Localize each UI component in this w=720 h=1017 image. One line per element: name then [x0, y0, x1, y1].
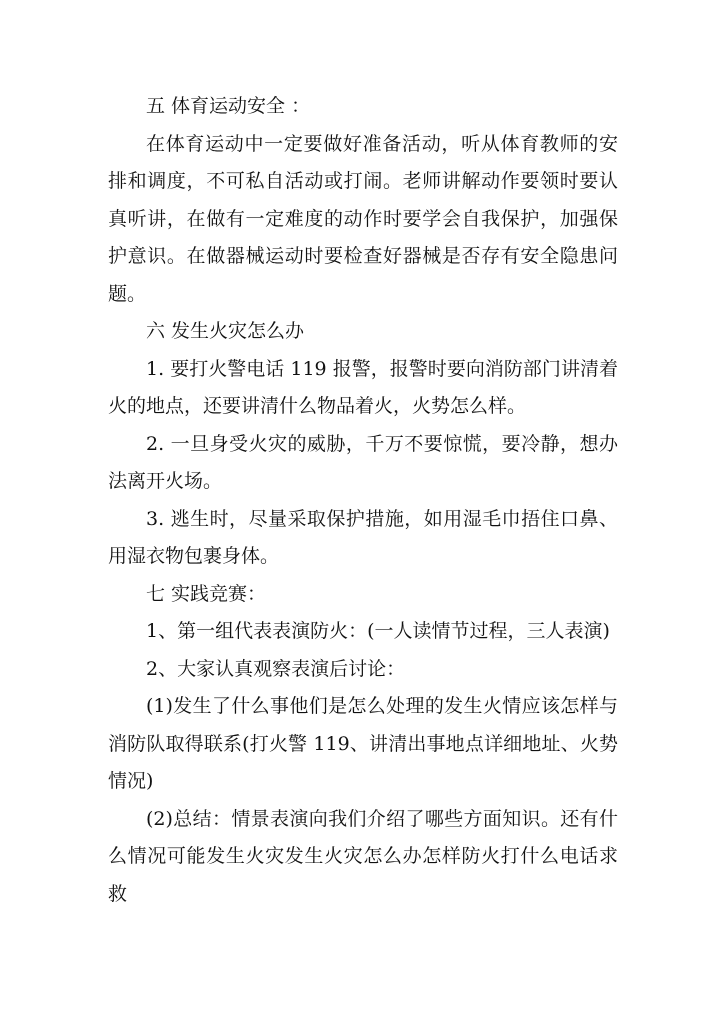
- section-heading-practice: 七 实践竞赛：: [146, 582, 267, 605]
- document-body: [108, 88, 618, 913]
- paragraph-practice-1: 1、第一组代表表演防火：(一人读情节过程，三人表演): [146, 620, 610, 642]
- paragraph-sports-safety: 在体育运动中一定要做好准备活动，听从体育教师的安排和调度，不可私自活动或打闹。老师讲解动作要领时要认真听讲，在做有一定难度的动作时要学会自我保护，加强保护意识。在做器械运动时要检查好器械是否存有安全隐患问题。: [108, 132, 618, 305]
- paragraph-fire-step-3: 3. 逃生时，尽量采取保护措施，如用湿毛巾捂住口鼻、用湿衣物包裹身体。: [108, 507, 618, 567]
- paragraph-discussion-1: (1)发生了什么事他们是怎么处理的发生火情应该怎样与消防队取得联系(打火警 119、讲清出事地点详细地址、火势情况): [108, 695, 618, 792]
- section-heading-sports-safety: 五 体育运动安全 ：: [146, 95, 311, 117]
- section-heading-fire: 六 发生火灾怎么办: [146, 320, 305, 342]
- paragraph-fire-step-1: 1. 要打火警电话 119 报警，报警时要向消防部门讲清着火的地点，还要讲清什么物品着火，火势怎么样。: [108, 357, 618, 417]
- paragraph-fire-step-2: 2. 一旦身受火灾的威胁，千万不要惊慌，要冷静，想办法离开火场。: [108, 432, 618, 492]
- paragraph-discussion-2: (2)总结：情景表演向我们介绍了哪些方面知识。还有什么情况可能发生火灾发生火灾怎么办怎样防火打什么电话求救: [108, 807, 618, 905]
- paragraph-practice-2: 2、大家认真观察表演后讨论：: [146, 657, 406, 680]
